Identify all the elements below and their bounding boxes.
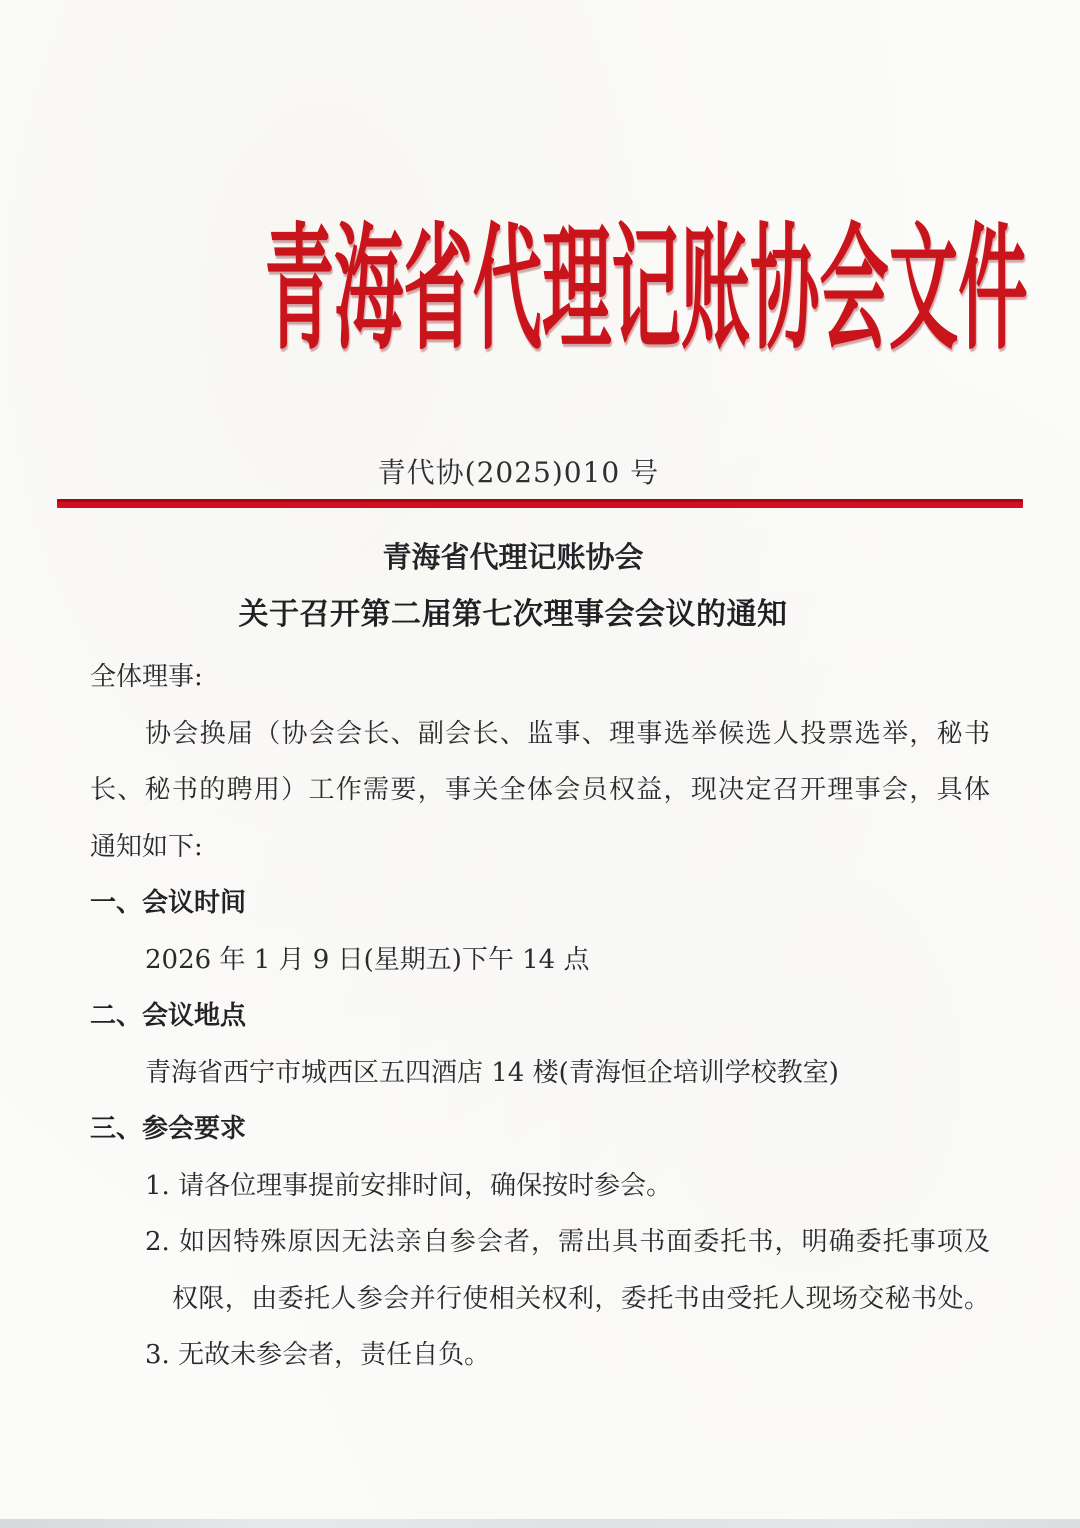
org-title: 青海省代理记账协会 — [382, 540, 644, 574]
salutation: 全体理事: — [90, 662, 203, 692]
notice-title: 关于召开第二届第七次理事会会议的通知 — [238, 597, 788, 632]
requirement-item-3: 3. 无故未参会者，责任自负。 — [145, 1340, 491, 1370]
document-number: 青代协(2025)010 号 — [377, 456, 660, 489]
intro-line-1: 协会换届（协会会长、副会长、监事、理事选举候选人投票选举，秘书 — [145, 718, 990, 749]
intro-line-2: 长、秘书的聘用）工作需要，事关全体会员权益，现决定召开理事会，具体 — [90, 775, 990, 805]
section-1-heading: 一、会议时间 — [90, 888, 247, 918]
section-2-heading: 二、会议地点 — [90, 1001, 247, 1031]
document-body — [90, 649, 990, 1384]
requirement-item-2-line-1: 2. 如因特殊原因无法亲自参会者，需出具书面委托书，明确委托事项及 — [145, 1227, 990, 1257]
requirement-item-2-line-2: 权限，由委托人参会并行使相关权利，委托书由受托人现场交秘书处。 — [172, 1283, 990, 1314]
scanned-page-bottom-edge — [0, 1519, 1080, 1528]
letterhead-title: 青海省代理记账协会文件 — [264, 209, 1028, 369]
requirement-item-1: 1. 请各位理事提前安排时间，确保按时参会。 — [145, 1170, 673, 1201]
red-separator-rule — [57, 499, 1023, 508]
section-1-content-meeting-time: 2026 年 1 月 9 日(星期五)下午 14 点 — [145, 944, 590, 975]
intro-line-3: 通知如下: — [90, 831, 203, 862]
section-3-heading: 三、参会要求 — [90, 1114, 247, 1144]
section-2-content-meeting-location: 青海省西宁市城西区五四酒店 14 楼(青海恒企培训学校教室) — [145, 1057, 839, 1088]
